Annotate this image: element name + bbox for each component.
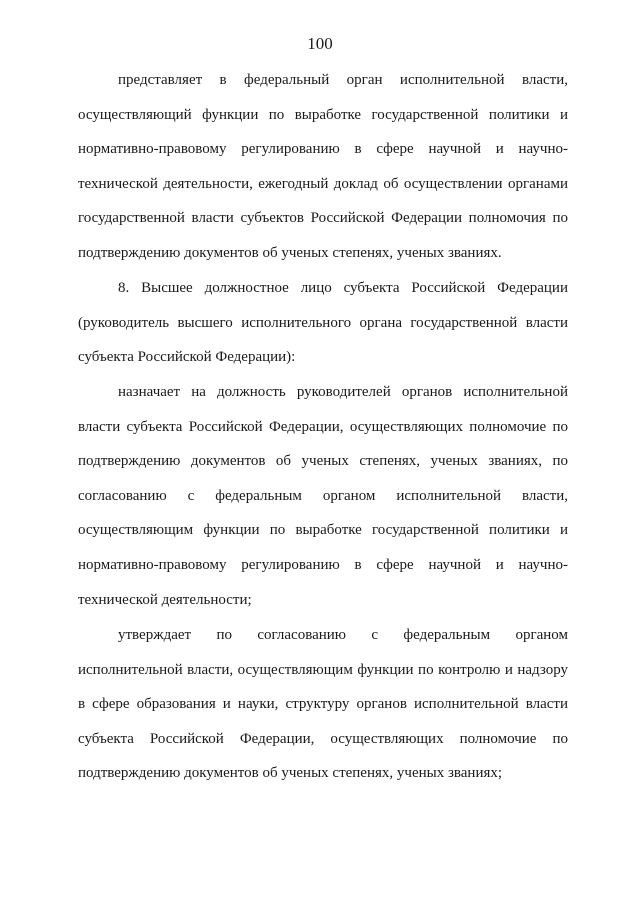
paragraph-item-8-heading: 8. Высшее должностное лицо субъекта Российской Федерации (руководитель высшего исполнительного органа государственной власти субъекта Российской Федерации): [78, 280, 568, 366]
paragraph-report-duty: представляет в федеральный орган исполнительной власти, осуществляющий функции по выработке государственной политики и нормативно-правовому регулированию в сфере научной и научно-технической деятельности, ежегодный доклад об осуществлении органами государственной власти субъектов Российской Федерации полномочия по подтверждению документов об ученых степенях, ученых званиях. [78, 72, 568, 261]
page-number: 100 [307, 34, 333, 53]
paragraph-approves-structure: утверждает по согласованию с федеральным органом исполнительной власти, осуществляющим функции по контролю и надзору в сфере образования и науки, структуру органов исполнительной власти субъекта Российской Федерации, осуществляющих полномочие по подтверждению документов об ученых степенях, ученых званиях; [78, 627, 568, 782]
document-body [78, 63, 568, 791]
paragraph-appoints-heads: назначает на должность руководителей органов исполнительной власти субъекта Российской Федерации, осуществляющих полномочие по подтверждению документов об ученых степенях, ученых званиях, по согласованию с федеральным органом исполнительной власти, осуществляющим функции по выработке государственной политики и нормативно-правовому регулированию в сфере научной и научно-технической деятельности; [78, 384, 568, 608]
